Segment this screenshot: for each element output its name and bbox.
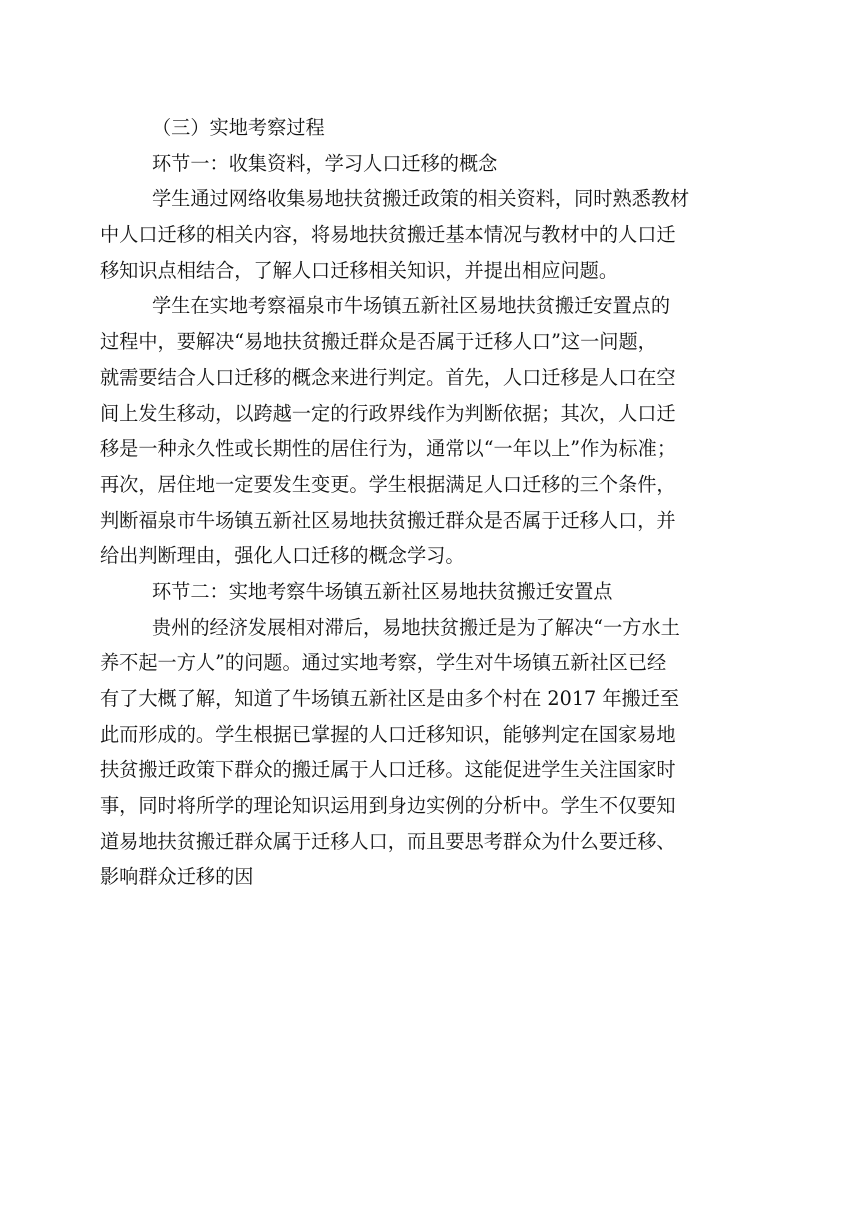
section-heading: （三）实地考察过程: [152, 116, 325, 139]
paragraph-line: 学生通过网络收集易地扶贫搬迁政策的相关资料，同时熟悉教材: [152, 187, 690, 211]
paragraph-line: 间上发生移动，以跨越一定的行政界线作为判断依据；其次，人口迁: [100, 401, 676, 425]
paragraph-line: 就需要结合人口迁移的概念来进行判定。首先，人口迁移是人口在空: [100, 365, 676, 389]
paragraph-line: 扶贫搬迁政策下群众的搬迁属于人口迁移。这能促进学生关注国家时: [100, 758, 676, 782]
paragraph-line: 移知识点相结合，了解人口迁移相关知识，并提出相应问题。: [100, 258, 619, 282]
paragraph-line: 给出判断理由，强化人口迁移的概念学习。: [100, 544, 465, 568]
paragraph-line: 贵州的经济发展相对滞后，易地扶贫搬迁是为了解决“一方水土: [152, 615, 680, 639]
paragraph-line: 中人口迁移的相关内容，将易地扶贫搬迁基本情况与教材中的人口迁: [100, 223, 676, 247]
paragraph-line: 事，同时将所学的理论知识运用到身边实例的分析中。学生不仅要知: [100, 794, 676, 818]
document-page: [100, 110, 740, 895]
paragraph-line: 道易地扶贫搬迁群众属于迁移人口，而且要思考群众为什么要迁移、: [100, 829, 676, 853]
paragraph-line: 移是一种永久性或长期性的居住行为，通常以“一年以上”作为标准；: [100, 437, 677, 461]
paragraph-line: 判断福泉市牛场镇五新社区易地扶贫搬迁群众是否属于迁移人口，并: [100, 508, 676, 532]
paragraph-line: 此而形成的。学生根据已掌握的人口迁移知识，能够判定在国家易地: [100, 722, 676, 746]
subsection-heading-2: 环节二：实地考察牛场镇五新社区易地扶贫搬迁安置点: [152, 579, 613, 603]
paragraph-line: 过程中，要解决“易地扶贫搬迁群众是否属于迁移人口”这一问题，: [100, 330, 657, 354]
paragraph-line: 有了大概了解，知道了牛场镇五新社区是由多个村在 2017 年搬迁至: [100, 687, 680, 710]
paragraph-line: 影响群众迁移的因: [100, 865, 254, 889]
subsection-heading-1: 环节一：收集资料，学习人口迁移的概念: [152, 151, 498, 175]
paragraph-line: 养不起一方人”的问题。通过实地考察，学生对牛场镇五新社区已经: [100, 651, 667, 675]
paragraph-line: 学生在实地考察福泉市牛场镇五新社区易地扶贫搬迁安置点的: [152, 294, 671, 318]
paragraph-line: 再次，居住地一定要发生变更。学生根据满足人口迁移的三个条件，: [100, 472, 676, 496]
